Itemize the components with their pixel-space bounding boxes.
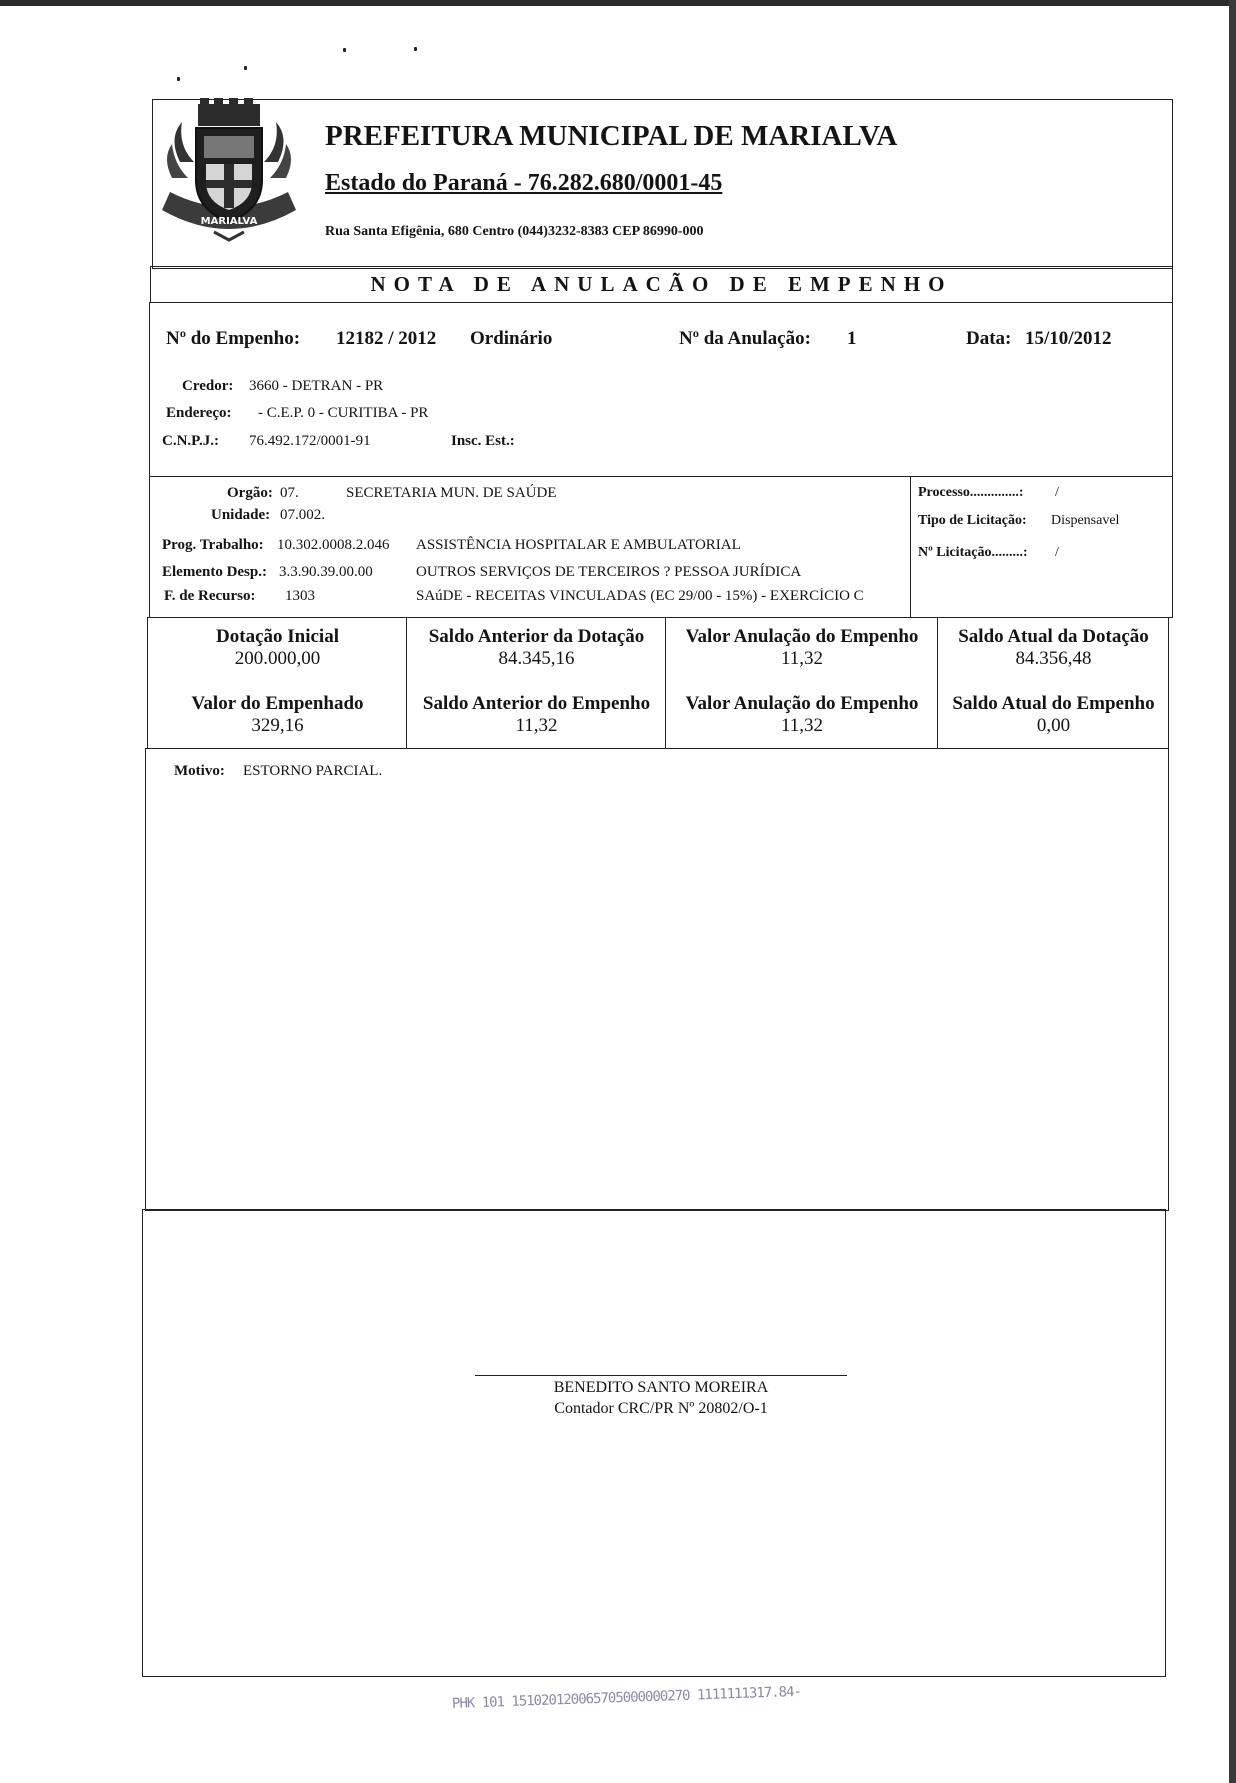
insc-label: Insc. Est.: <box>451 433 515 449</box>
value-label: Dotação Inicial <box>216 626 339 647</box>
empenho-type: Ordinário <box>470 328 553 349</box>
valor-anulacao-cell <box>667 626 937 670</box>
dotacao-inicial-cell <box>149 626 406 670</box>
saldo-atual-dotacao-cell <box>939 626 1168 670</box>
scan-speck <box>343 48 346 52</box>
value-amount: 0,00 <box>1036 715 1071 736</box>
value-amount: 84.356,48 <box>1015 648 1092 669</box>
scan-speck <box>177 77 180 81</box>
recurso-label: F. de Recurso: <box>164 588 256 604</box>
prog-label: Prog. Trabalho: <box>162 537 264 553</box>
motivo-box <box>145 748 1169 1211</box>
motivo-value: ESTORNO PARCIAL. <box>243 763 383 779</box>
recurso-name: SAúDE - RECEITAS VINCULADAS (EC 29/00 - 15%) - EXERCÍCIO C <box>416 588 864 604</box>
processo-label: Processo..............: <box>918 485 1024 500</box>
value-amount: 200.000,00 <box>234 648 321 669</box>
recurso-code: 1303 <box>285 588 315 604</box>
value-label: Valor Anulação do Empenho <box>685 693 919 714</box>
anulacao-number: 1 <box>847 328 857 349</box>
processo-value: / <box>1055 485 1059 500</box>
value-amount: 11,32 <box>515 715 558 736</box>
value-amount: 11,32 <box>780 648 824 669</box>
svg-text:MARIALVA: MARIALVA <box>200 216 258 227</box>
date-label: Data: <box>966 328 1012 349</box>
footer-code: PHK 101 151020120065705000000270 1111111317.84- <box>451 1683 802 1712</box>
value-label: Saldo Atual do Empenho <box>952 693 1155 714</box>
elemento-code: 3.3.90.39.00.00 <box>279 564 373 580</box>
signature-box <box>142 1209 1166 1677</box>
value-label: Valor do Empenhado <box>191 693 364 714</box>
credor-value: 3660 - DETRAN - PR <box>249 378 384 394</box>
municipal-seal-icon <box>154 98 304 248</box>
tipo-licitacao-value: Dispensavel <box>1051 513 1120 528</box>
header-address: Rua Santa Efigênia, 680 Centro (044)3232-8383 CEP 86990-000 <box>325 224 704 239</box>
orgao-label: Orgão: <box>227 485 273 501</box>
orgao-name: SECRETARIA MUN. DE SAÚDE <box>346 485 557 501</box>
dotacao-divider <box>910 476 911 618</box>
scan-speck <box>414 47 417 51</box>
endereco-label: Endereço: <box>166 405 232 421</box>
valor-anulacao-empenho-cell <box>667 693 937 737</box>
scan-top-edge <box>0 0 1236 6</box>
scan-speck <box>244 66 247 70</box>
signatory-role: Contador CRC/PR Nº 20802/O-1 <box>554 1400 768 1417</box>
value-label: Valor Anulação do Empenho <box>685 626 919 647</box>
doc-title: NOTA DE ANULACÃO DE EMPENHO <box>370 272 953 296</box>
value-amount: 84.345,16 <box>498 648 575 669</box>
saldo-anterior-dotacao-cell <box>408 626 665 670</box>
anulacao-label: Nº da Anulação: <box>679 328 811 349</box>
cnpj-label: C.N.P.J.: <box>162 433 219 449</box>
cnpj-value: 76.492.172/0001-91 <box>249 433 371 449</box>
values-divider <box>665 617 666 749</box>
signatory-name: BENEDITO SANTO MOREIRA <box>553 1379 769 1396</box>
value-amount: 329,16 <box>251 715 304 736</box>
signature-line <box>475 1375 847 1376</box>
value-amount: 11,32 <box>780 715 824 736</box>
value-label: Saldo Anterior da Dotação <box>428 626 645 647</box>
tipo-licitacao-label: Tipo de Licitação: <box>918 513 1027 528</box>
licitacao-value: / <box>1055 545 1059 560</box>
elemento-name: OUTROS SERVIÇOS DE TERCEIROS ? PESSOA JURÍDICA <box>416 564 802 580</box>
scan-right-edge <box>1229 0 1236 1783</box>
empenho-label: Nº do Empenho: <box>166 328 301 349</box>
prog-name: ASSISTÊNCIA HOSPITALAR E AMBULATORIAL <box>416 537 741 553</box>
saldo-atual-empenho-cell <box>939 693 1168 737</box>
empenho-number: 12182 / 2012 <box>336 328 437 349</box>
orgao-code: 07. <box>280 485 299 501</box>
credor-label: Credor: <box>182 378 234 394</box>
endereco-value: - C.E.P. 0 - CURITIBA - PR <box>258 405 429 421</box>
page-subtitle: Estado do Paraná - 76.282.680/0001-45 <box>325 170 723 196</box>
motivo-label: Motivo: <box>174 763 225 779</box>
value-label: Saldo Anterior do Empenho <box>422 693 651 714</box>
saldo-anterior-empenho-cell <box>408 693 665 737</box>
unidade-code: 07.002. <box>280 507 325 523</box>
values-divider <box>937 617 938 749</box>
licitacao-label: Nº Licitação.........: <box>918 545 1028 560</box>
prog-code: 10.302.0008.2.046 <box>277 537 390 553</box>
values-divider <box>406 617 407 749</box>
valor-empenhado-cell <box>149 693 406 737</box>
value-label: Saldo Atual da Dotação <box>958 626 1149 647</box>
unidade-label: Unidade: <box>211 507 271 523</box>
elemento-label: Elemento Desp.: <box>162 564 267 580</box>
page-title: PREFEITURA MUNICIPAL DE MARIALVA <box>325 120 898 152</box>
date-value: 15/10/2012 <box>1025 328 1112 349</box>
